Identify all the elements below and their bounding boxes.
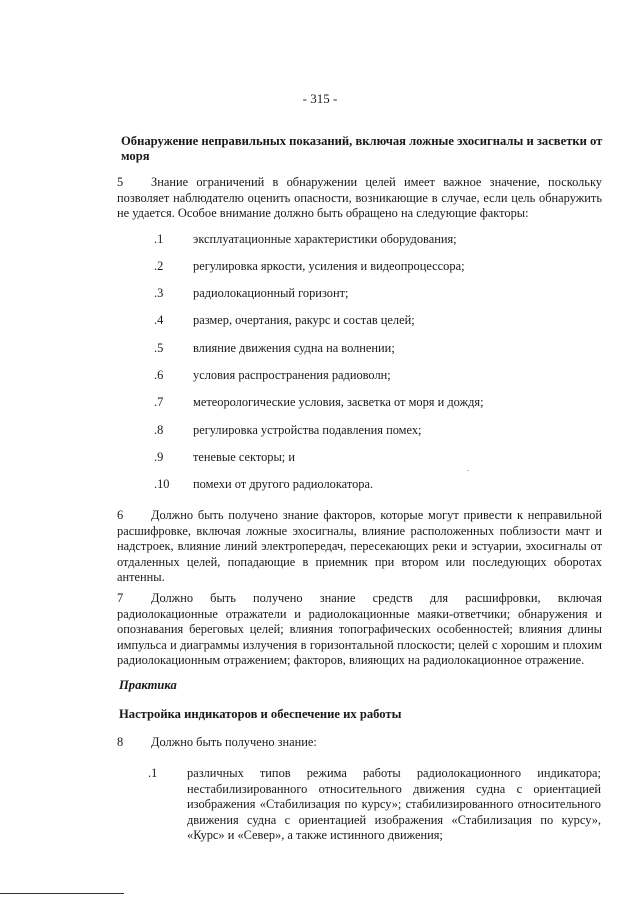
list-item-text: метеорологические условия, засветка от моря и дождя; — [193, 395, 484, 409]
list-item-text: радиолокационный горизонт; — [193, 286, 349, 300]
scan-speck — [467, 470, 469, 471]
paragraph-number: 7 — [117, 591, 124, 605]
list-item-text: условия распространения радиоволн; — [193, 368, 391, 382]
paragraph-text: Должно быть получено знание: — [151, 735, 317, 749]
paragraph-text: Знание ограничений в обнаружении целей имеет важное значение, поскольку позволяет наблюдателю оценить опасности, возникающие в случае, если цель обнаружить не удается. Особое внимание должно быть обращено на следующие факторы: — [117, 175, 602, 221]
list-item-number: .9 — [154, 450, 164, 464]
list-item-number: .2 — [154, 259, 164, 273]
practice-heading: Практика — [119, 678, 177, 692]
list-item-number: .3 — [154, 286, 164, 300]
paragraph-text: Должно быть получено знание факторов, которые могут привести к неправильной расшифровке, включая ложные эхосигналы, влияние расположенных поблизости мачт и надстроек, влияние линий электропередач, пересекающих реки и эстуарии, эхосигналы от отдаленных целей, попадающие в приемник при втором или последующих оборотах антенны. — [117, 508, 602, 585]
paragraph-7 — [117, 591, 602, 669]
list-item-text: влияние движения судна на волнении; — [193, 341, 395, 355]
list-item-text: регулировка устройства подавления помех; — [193, 423, 422, 437]
list-item-number: .6 — [154, 368, 164, 382]
paragraph-number: 5 — [117, 175, 124, 189]
paragraph-text: Должно быть получено знание средств для расшифровки, включая радиолокационные отражатели и радиолокационные маяки-ответчики; обнаружения и опознавания береговых целей; влияния топографических особенностей; влияния длины импульса и диаграммы излучения в горизонтальной плоскости; целей с хорошим и плохим радиолокационным отражением; факторов, влияющих на радиолокационное отражение. — [117, 591, 602, 668]
list-item-text: регулировка яркости, усиления и видеопроцессора; — [193, 259, 465, 273]
sub-list-item-text: различных типов режима работы радиолокационного индикатора; нестабилизированного относительного движения судна с ориентацией изображения «Стабилизация по курсу»; стабилизированного относительного движения судна с ориентацией изображения «Стабилизация по курсу», «Курс» и «Север», а также истинного движения; — [187, 766, 601, 843]
sub-list-item-number: .1 — [148, 766, 158, 780]
list-item-text: эксплуатационные характеристики оборудования; — [193, 232, 457, 246]
list-item-number: .1 — [154, 232, 164, 246]
paragraph-number: 6 — [117, 508, 124, 522]
list-item-text: помехи от другого радиолокатора. — [193, 477, 374, 491]
page-number: - 315 - — [302, 91, 338, 106]
paragraph-5 — [117, 175, 602, 222]
paragraph-6 — [117, 508, 602, 586]
list-item-number: .4 — [154, 313, 164, 327]
list-item-number: .8 — [154, 423, 164, 437]
list-item-text: размер, очертания, ракурс и состав целей; — [193, 313, 415, 327]
list-item-number: .5 — [154, 341, 164, 355]
paragraph-number: 8 — [117, 735, 124, 749]
list-item-number: .7 — [154, 395, 164, 409]
setup-heading: Настройка индикаторов и обеспечение их работы — [119, 707, 402, 721]
footnote-rule — [0, 893, 124, 894]
list-item-text: теневые секторы; и — [193, 450, 295, 464]
section-heading: Обнаружение неправильных показаний, включая ложные эхосигналы и засветки от моря — [121, 134, 603, 163]
paragraph-8 — [117, 735, 602, 751]
list-item-number: .10 — [154, 477, 170, 491]
